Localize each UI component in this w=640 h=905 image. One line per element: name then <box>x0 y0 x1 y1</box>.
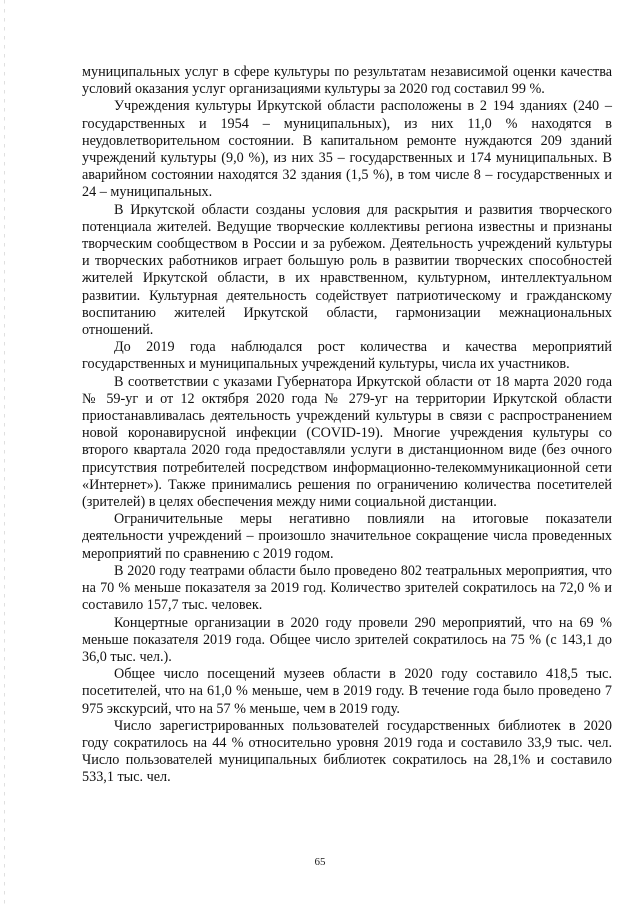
paragraph: Ограничительные меры негативно повлияли на итоговые показатели деятельности учреждений – произошло значительное сокращение числа проведенных мероприятий по сравнению с 2019 годом. <box>82 511 612 562</box>
paragraph: Учреждения культуры Иркутской области расположены в 2 194 зданиях (240 – государственных и 1954 – муниципальных), из них 11,0 % находятся в неудовлетворительном состоянии. В капитальном ремонте нуждаются 209 зданий учреждений культуры (9,0 %), из них 35 – государственных и 174 муниципальных. В аварийном состоянии находятся 32 здания (1,5 %), в том числе 8 – государственных и 24 – муниципальных. <box>82 98 612 201</box>
paragraph: Число зарегистрированных пользователей государственных библиотек в 2020 году сократилось на 44 % относительно уровня 2019 года и составило 33,9 тыс. чел. Число пользователей муниципальных библиотек сократилось на 28,1% и составило 533,1 тыс. чел. <box>82 717 612 786</box>
page-number: 65 <box>314 856 326 868</box>
paragraph: Концертные организации в 2020 году провели 290 мероприятий, что на 69 % меньше показателя 2019 года. Общее число зрителей сократилось на 75 % (с 143,1 до 36,0 тыс. чел.). <box>82 614 612 665</box>
document-body <box>82 64 612 787</box>
paragraph: муниципальных услуг в сфере культуры по результатам независимой оценки качества условий оказания услуг организациями культуры за 2020 год составил 99 %. <box>82 64 612 98</box>
paragraph: До 2019 года наблюдался рост количества и качества мероприятий государственных и муниципальных учреждений культуры, числа их участников. <box>82 339 612 373</box>
paragraph: В 2020 году театрами области было проведено 802 театральных мероприятия, что на 70 % меньше показателя за 2019 год. Количество зрителей сократилось на 72,0 % и составило 157,7 тыс. человек. <box>82 562 612 614</box>
scan-edge-artifact <box>4 0 5 905</box>
paragraph: Общее число посещений музеев области в 2020 году составило 418,5 тыс. посетителей, что на 61,0 % меньше, чем в 2019 году. В течение года было проведено 7 975 экскурсий, что на 57 % меньше, чем в 2019 году. <box>82 666 612 717</box>
paragraph: В соответствии с указами Губернатора Иркутской области от 18 марта 2020 года № 59-уг и от 12 октября 2020 года № 279-уг на территории Иркутской области приостанавливалась деятельность учреждений культуры в связи с распространением новой коронавирусной инфекции (COVID-19). Многие учреждения культуры со второго квартала 2020 года предоставляли услуги в дистанционном виде (без очного присутствия потребителей посредством информационно-телекоммуникационной сети «Интернет»). Также принимались решения по ограничению количества посетителей (зрителей) в целях обеспечения между ними социальной дистанции. <box>82 373 612 511</box>
paragraph: В Иркутской области созданы условия для раскрытия и развития творческого потенциала жителей. Ведущие творческие коллективы региона известны и признаны творческим сообществом в России и за рубежом. Деятельность учреждений культуры и творческих работников играет большую роль в развитии творческих способностей жителей Иркутской области, в их нравственном, культурном, интеллектуальном развитии. Культурная деятельность содействует патриотическому и гражданскому воспитанию жителей Иркутской области, гармонизации межнациональных отношений. <box>82 201 612 339</box>
